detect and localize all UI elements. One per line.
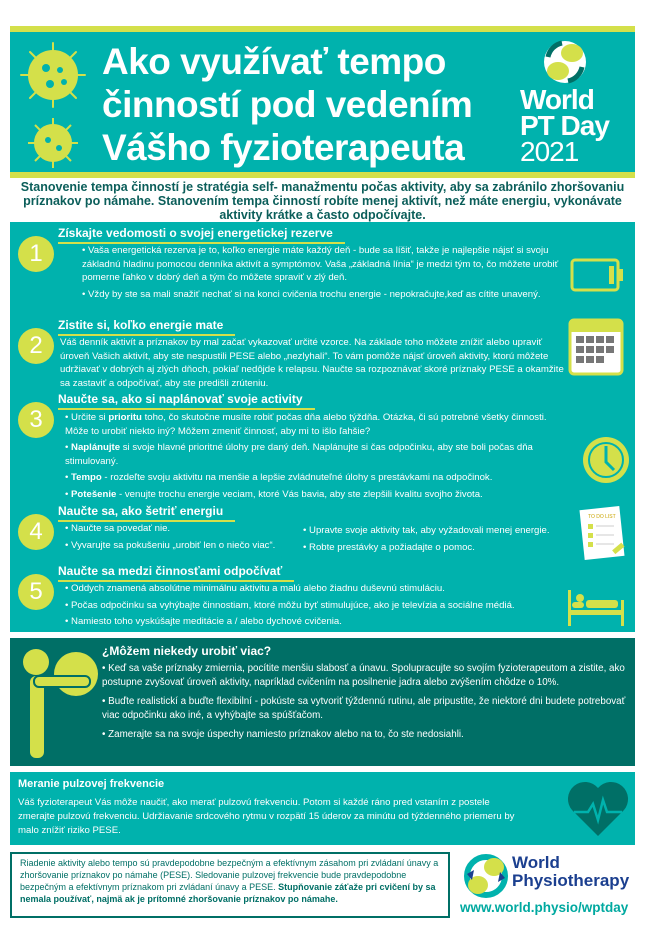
bullet: • Zamerajte sa na svoje úspechy namiesto príznakov alebo na to, čo ste nedosiahli. xyxy=(102,729,464,740)
section-body xyxy=(303,524,583,557)
bullet: • Namiesto toho vyskúšajte meditácie a / alebo dychové cvičenia. xyxy=(65,616,342,627)
section-body xyxy=(65,411,565,504)
step-number: 5 xyxy=(18,574,54,610)
bullet: • Naučte sa povedať nie. xyxy=(65,523,171,534)
world-physiotherapy-logo xyxy=(460,852,640,922)
title-line: Vášho fyzioterapeuta xyxy=(102,127,465,168)
section-title: Získajte vedomosti o svojej energetickej rezerve xyxy=(58,226,345,244)
section-title: Zistite si, koľko energie mate xyxy=(58,318,235,336)
wpt-logo-icon xyxy=(542,37,588,87)
section-body xyxy=(82,244,562,304)
bullet-text: Vždy by ste sa mali snažiť nechať si na konci cvičenia trochu energie - nepokračujte,keď as cítite unavený. xyxy=(88,288,541,300)
bullet: • Počas odpočinku sa vyhýbajte činnostiam, ktoré môžu byť stimulujúce, ako je televízia a sociálne médiá. xyxy=(65,599,515,611)
section-title: Naučte sa, ako šetriť energiu xyxy=(58,504,235,522)
header-banner xyxy=(10,26,635,178)
bullet: • Určite si prioritu toho, čo skutočne musíte robiť počas dňa alebo týždňa. Otázka, či sú potrebné všetky činnosti. Môže to urobiť niekto iný? Môžem zmeniť činnosť, aby mi to išlo ľahšie? xyxy=(65,412,547,437)
page-title xyxy=(102,40,472,169)
svg-text:TO DO LIST: TO DO LIST xyxy=(588,514,616,520)
bullet: • Vaša energetická rezerva je to, koľko energie máte každý deň - bude sa líšiť, takže je najlepšie nájsť si svoju základnú hladinu pomocou denníka aktivít a symptómov. Vaša „základná línia“ je medzi tým to, čo môžete urobiť pomerne ľahko v dobrý deň a tým čo môžete spraviť v zlý deň. xyxy=(82,245,559,283)
bullet: • Robte prestávky a požiadajte o pomoc. xyxy=(303,541,475,553)
section-body xyxy=(65,582,585,632)
step-number: 3 xyxy=(18,402,54,438)
section-title: Naučte sa, ako si naplánovať svoje activity xyxy=(58,392,315,410)
step-number: 2 xyxy=(18,328,54,364)
world-physiotherapy-icon xyxy=(464,852,508,900)
pulse-title: Meranie pulzovej frekvencie xyxy=(18,778,165,790)
section-body xyxy=(65,522,305,555)
pulse-box xyxy=(10,772,635,845)
disclaimer-note xyxy=(10,852,450,918)
step-number: 1 xyxy=(18,236,54,272)
note-bold: Stupňovanie záťaže pri cvičení by sa nemala používať, najmä ak je prítomné zhoršovanie príznakov po námahe. xyxy=(20,882,436,904)
title-line: Ako využívať tempo xyxy=(102,41,446,82)
more-title: ¿Môžem niekedy urobiť viac? xyxy=(102,644,272,658)
section-body: Váš denník aktivít a príznakov by mal začať vykazovať určité vzorce. Na základe toho môžete znížiť alebo upraviť úroveň Vašich aktivít, aby ste nespustili PESE alebo „nezlyhali“. To vám pomôže nájsť úroveň aktivity, ktorú môžete udržiavať v dobrých aj zlých dňoch, pokiaľ nedôjde k relapsu. Naučte sa rozpoznávať skoré príznaky PESE a okamžite sa zastaviť a odpočívať, aby ste predišli zrúteniu. xyxy=(60,337,564,389)
can-i-do-more-box xyxy=(10,638,635,766)
bullet: • Potešenie - venujte trochu energie veciam, ktoré Vás bavia, aby ste zlepšili kvalitu svojho života. xyxy=(65,488,483,500)
logo-line: Physiotherapy xyxy=(512,871,630,890)
bullet: • Naplánujte si svoje hlavné prioritné úlohy pre daný deň. Naplánujte si čas odpočinku, aby ste boli počas dňa stimulovaný. xyxy=(65,442,533,467)
bullet: • Oddych znamená absolútne minimálnu aktivitu a malú alebo žiadnu duševnú stimuláciu. xyxy=(65,583,445,594)
bed-rest-icon xyxy=(566,586,626,628)
intro-text: Stanovenie tempa činností je stratégia self- manažmentu počas aktivity, aby sa zabránilo zhoršovaniu príznakov po námahe. Stanovením tempa činností robíte menej aktivít, než máte energiu, vykonávate aktivity krátke a často odpočívajte. xyxy=(20,180,625,222)
more-body xyxy=(102,662,627,745)
bullet-text: Vaša energetická rezerva je to, koľko energie máte každý deň - bude sa líšiť, takže je najlepšie nájsť si svoju základnú hladinu pomocou denníka aktivít a symptómov. Vaša „základná línia“ je medzi tým to, čo môžete urobiť pomerne ľahko v dobrý deň a tým čo môžete spraviť v zlý deň. xyxy=(82,245,559,283)
bullet: • Keď sa vaše príznaky zmiernia, pocítite menšiu slabosť a únavu. Spolupracujte so svojím fyzioterapeutom a zistite, ako postupne zvyšovať úroveň aktivity, napríklad cvičením na posilnenie jadra alebo zvýšením chôdze o 10%. xyxy=(102,663,625,688)
website-link[interactable]: www.world.physio/wptday xyxy=(460,900,629,915)
todo-list-icon xyxy=(578,506,628,562)
step-number: 4 xyxy=(18,514,54,550)
clock-icon xyxy=(580,434,632,486)
logo-line: World xyxy=(512,853,560,872)
battery-low-icon xyxy=(570,258,626,292)
bullet: • Buďte realistickí a buďte flexibilní - pokúste sa vytvoriť týždennú rutinu, ale pripustite, že niektoré dni budete potrebovať viac odpočinku ako iné, a vyhýbajte sa spúšťačom. xyxy=(102,696,626,721)
calendar-icon xyxy=(568,312,624,376)
virus-icon xyxy=(18,40,88,174)
person-pushing-icon xyxy=(20,646,100,761)
title-line: činností pod vedením xyxy=(102,84,473,125)
pulse-text: Váš fyzioterapeut Vás môže naučiť, ako merať pulzovú frekvenciu. Potom si každé ráno pred vstaním z postele zmerajte pulzovú frekvenciu. Udržiavanie srdcového rytmu v rozpätí 15 úderov za minútu od týždenného priemeru by malo znížiť riziko PESE. xyxy=(18,797,515,836)
tips-panel xyxy=(10,222,635,632)
world-pt-day-badge xyxy=(520,84,609,167)
note-text: Riadenie aktivity alebo tempo sú pravdepodobne bezpečným a efektívnym zásahom pri zvládaní únavy a zhoršovanie príznakov po námahe (PESE). Sledovanie pulzovej frekvencie bude pravdepodobne bezpečným a efektívnym príznakom pri zvládaní únavy a PESE. xyxy=(20,858,439,892)
bullet: • Vždy by ste sa mali snažiť nechať si na konci cvičenia trochu energie - nepokračujte,keď as cítite unavený. xyxy=(82,288,541,300)
logo-text xyxy=(512,854,629,890)
section-title: Naučte sa medzi činnosťami odpočívať xyxy=(58,564,294,582)
badge-year: 2021 xyxy=(520,136,579,167)
bullet: • Vyvarujte sa pokušeniu „urobiť len o niečo viac“. xyxy=(65,539,276,551)
badge-line: PT Day xyxy=(520,110,609,141)
bullet: • Tempo - rozdeľte svoju aktivitu na menšie a lepšie zvládnuteľné úlohy s prestávkami na odpočinok. xyxy=(65,472,493,483)
badge-line: World xyxy=(520,84,594,115)
bullet: • Upravte svoje aktivity tak, aby vyžadovali menej energie. xyxy=(303,525,550,536)
heart-rate-icon xyxy=(566,780,630,838)
